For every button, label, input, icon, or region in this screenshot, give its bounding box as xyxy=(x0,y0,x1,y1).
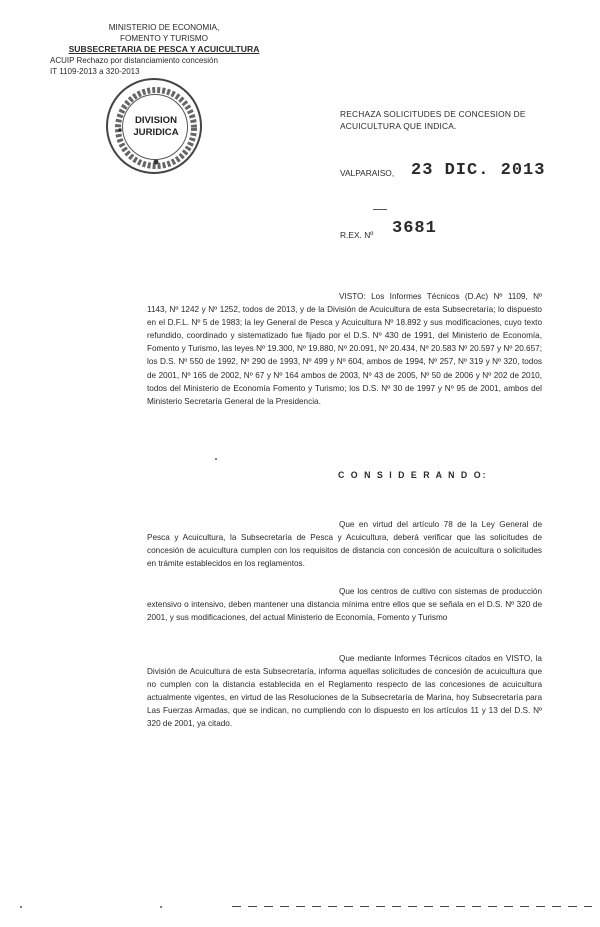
stamp-title-2: JURIDICA xyxy=(133,127,179,138)
document-date: 23 DIC. 2013 xyxy=(411,161,546,180)
reference-line-1: ACUIP Rechazo por distanciamiento concesión xyxy=(50,56,218,65)
footer-rule xyxy=(232,906,592,907)
resolution-number: 3681 xyxy=(392,219,437,238)
subsecretaria-line: SUBSECRETARIA DE PESCA Y ACUICULTURA xyxy=(68,44,260,54)
stamp-title-1: DIVISION xyxy=(134,115,178,126)
visto-paragraph: VISTO: Los Informes Técnicos (D.Ac) Nº 1109, Nº 1143, Nº 1242 y Nº 1252, todos de 2013, y de la División de Acuicultura de esta Subsecretaría; lo dispuesto en el D.F.L. Nº 5 de 1983; la ley General de Pesca y Acuicultura Nº 18.892 y sus modificaciones, cuyo texto refundido, coordinado y sistematizado fue fijado por el D.S. Nº 430 de 1991, del Ministerio de Economía, Fomento y Turismo, las leyes Nº 19.300, Nº 19.880, Nº 20.091, Nº 20.434, Nº 20.583 Nº 20.597 y Nº 20.657; los D.S. Nº 550 de 1992, Nº 290 de 1993, Nº 499 y Nº 604, ambos de 1994, Nº 257, Nº 319 y Nº 320, todos de 2001, Nº 165 de 2002, Nº 67 y Nº 164 ambos de 2003, Nº 43 de 2005, Nº 50 de 2006 y Nº 202 de 2010, todos del Ministerio de Economía Fomento y Turismo; los D.S. Nº 30 de 1997 y Nº 95 de 2001, ambos del Ministerio Secretaría General de la Presidencia. xyxy=(147,292,542,406)
ministry-line-2: FOMENTO Y TURISMO xyxy=(119,34,209,43)
considerando-heading: C O N S I D E R A N D O: xyxy=(338,470,488,480)
resolution-label: R.EX. Nº xyxy=(340,230,374,240)
place-label: VALPARAISO, xyxy=(340,168,395,178)
reference-line-2: IT 1109-2013 a 320-2013 xyxy=(50,67,140,76)
considerando-paragraph-1: Que en virtud del artículo 78 de la Ley General de Pesca y Acuicultura, la Subsecretaría de Pesca y Acuicultura, deberá verificar que las solicitudes de concesión de acuicultura cumplen con los requisitos de distancia con concesión de acuicultura o solicitudes en trámite establecidos en los reglamentos. xyxy=(147,520,542,569)
considerando-paragraph-2: Que los centros de cultivo con sistemas de producción extensivo o intensivo, deben mantener una distancia mínima entre ellos que se señala en el D.S. Nº 320 de 2001, y sus modificaciones, del actual Ministerio de Economía, Fomento y Turismo xyxy=(147,587,542,623)
document-subject: RECHAZA SOLICITUDES DE CONCESION DE ACUICULTURA QUE INDICA. xyxy=(340,109,526,131)
considerando-paragraph-3: Que mediante Informes Técnicos citados en VISTO, la División de Acuicultura de esta Subsecretaría, informa aquellas solicitudes de concesión de acuicultura que no cumplen con la distancia establecida en el Reglamento respecto de las concesiones de acuicultura actualmente vigentes, en virtud de las Resoluciones de la Subsecretaría de Marina, hoy Subsecretaría para Las Fuerzas Armadas, que se indican, no cumpliendo con lo dispuesto en los artículos 11 y 13 del D.S. Nº 320 de 2001, ya citado. xyxy=(147,654,542,729)
ministry-line-1: MINISTERIO DE ECONOMIA, xyxy=(108,23,220,32)
letterhead xyxy=(44,22,284,77)
division-juridica-stamp xyxy=(106,78,202,174)
